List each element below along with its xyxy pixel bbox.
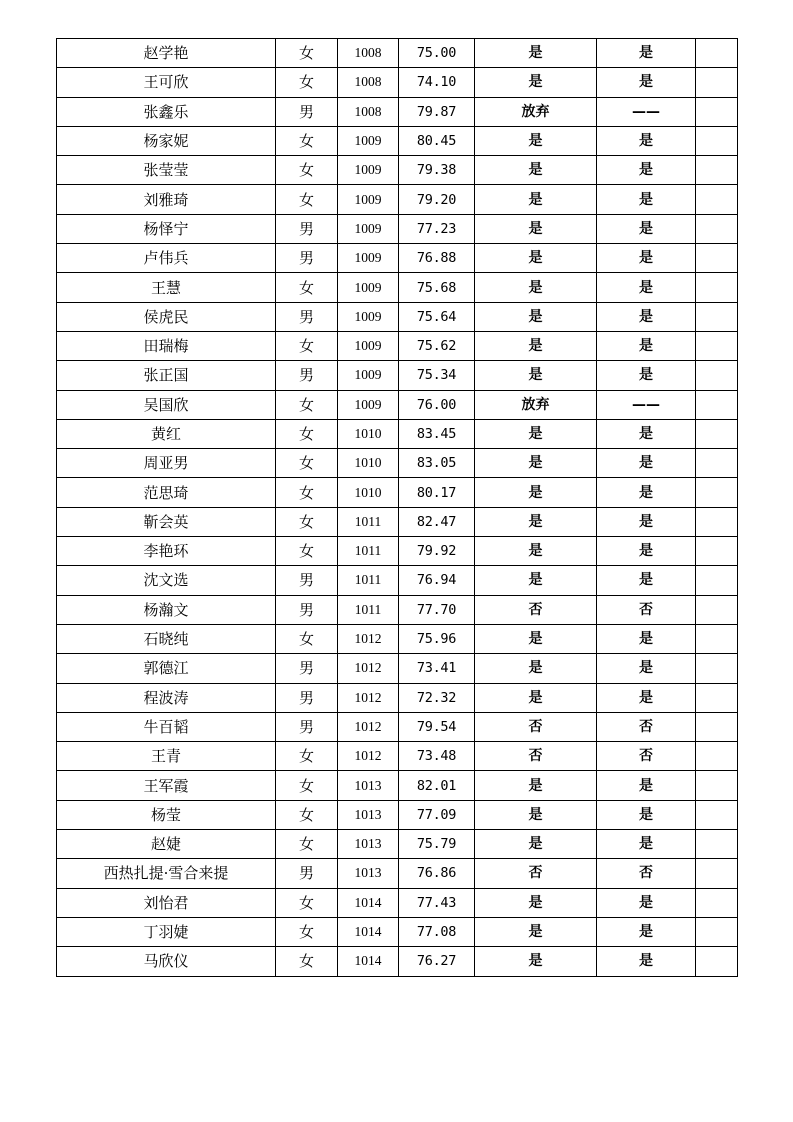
interview-status-cell: 是	[475, 361, 597, 390]
interview-status-cell: 是	[475, 331, 597, 360]
gender-cell: 女	[276, 39, 338, 68]
position-code-cell: 1014	[338, 888, 399, 917]
name-cell: 王青	[57, 742, 276, 771]
position-code-cell: 1012	[338, 712, 399, 741]
gender-cell: 男	[276, 683, 338, 712]
position-code-cell: 1014	[338, 917, 399, 946]
name-cell: 石晓纯	[57, 624, 276, 653]
exam-status-cell: 是	[597, 156, 696, 185]
interview-status-cell: 否	[475, 859, 597, 888]
interview-status-cell: 是	[475, 771, 597, 800]
note-cell	[696, 97, 738, 126]
results-table	[56, 38, 738, 977]
table-row	[57, 859, 738, 888]
name-cell: 西热扎提·雪合来提	[57, 859, 276, 888]
position-code-cell: 1009	[338, 244, 399, 273]
table-row	[57, 302, 738, 331]
score-cell: 77.08	[399, 917, 475, 946]
note-cell	[696, 566, 738, 595]
name-cell: 杨家妮	[57, 126, 276, 155]
name-cell: 杨瀚文	[57, 595, 276, 624]
score-cell: 75.62	[399, 331, 475, 360]
position-code-cell: 1011	[338, 595, 399, 624]
position-code-cell: 1008	[338, 39, 399, 68]
position-code-cell: 1013	[338, 830, 399, 859]
note-cell	[696, 361, 738, 390]
table-row	[57, 595, 738, 624]
interview-status-cell: 是	[475, 683, 597, 712]
gender-cell: 男	[276, 302, 338, 331]
score-cell: 75.79	[399, 830, 475, 859]
gender-cell: 男	[276, 566, 338, 595]
interview-status-cell: 是	[475, 419, 597, 448]
name-cell: 刘雅琦	[57, 185, 276, 214]
interview-status-cell: 放弃	[475, 97, 597, 126]
name-cell: 吴国欣	[57, 390, 276, 419]
position-code-cell: 1009	[338, 361, 399, 390]
table-row	[57, 390, 738, 419]
score-cell: 77.43	[399, 888, 475, 917]
name-cell: 郭德江	[57, 654, 276, 683]
interview-status-cell: 否	[475, 742, 597, 771]
exam-status-cell: 是	[597, 830, 696, 859]
position-code-cell: 1013	[338, 800, 399, 829]
exam-status-cell: 是	[597, 917, 696, 946]
score-cell: 79.20	[399, 185, 475, 214]
note-cell	[696, 595, 738, 624]
exam-status-cell: 是	[597, 624, 696, 653]
note-cell	[696, 185, 738, 214]
exam-status-cell: 是	[597, 566, 696, 595]
note-cell	[696, 888, 738, 917]
table-row	[57, 331, 738, 360]
exam-status-cell: 是	[597, 683, 696, 712]
interview-status-cell: 是	[475, 654, 597, 683]
position-code-cell: 1012	[338, 742, 399, 771]
table-row	[57, 654, 738, 683]
interview-status-cell: 放弃	[475, 390, 597, 419]
name-cell: 周亚男	[57, 449, 276, 478]
interview-status-cell: 是	[475, 507, 597, 536]
exam-status-cell: 是	[597, 478, 696, 507]
position-code-cell: 1009	[338, 185, 399, 214]
score-cell: 72.32	[399, 683, 475, 712]
position-code-cell: 1009	[338, 390, 399, 419]
interview-status-cell: 是	[475, 273, 597, 302]
name-cell: 靳会英	[57, 507, 276, 536]
gender-cell: 女	[276, 771, 338, 800]
score-cell: 74.10	[399, 68, 475, 97]
position-code-cell: 1013	[338, 859, 399, 888]
interview-status-cell: 是	[475, 39, 597, 68]
table-row	[57, 126, 738, 155]
gender-cell: 女	[276, 126, 338, 155]
gender-cell: 男	[276, 859, 338, 888]
score-cell: 73.41	[399, 654, 475, 683]
score-cell: 76.88	[399, 244, 475, 273]
note-cell	[696, 624, 738, 653]
name-cell: 黄红	[57, 419, 276, 448]
gender-cell: 女	[276, 830, 338, 859]
exam-status-cell: 是	[597, 39, 696, 68]
interview-status-cell: 是	[475, 126, 597, 155]
name-cell: 李艳环	[57, 537, 276, 566]
interview-status-cell: 是	[475, 478, 597, 507]
interview-status-cell: 是	[475, 185, 597, 214]
position-code-cell: 1009	[338, 156, 399, 185]
gender-cell: 女	[276, 478, 338, 507]
position-code-cell: 1014	[338, 947, 399, 976]
gender-cell: 女	[276, 185, 338, 214]
position-code-cell: 1013	[338, 771, 399, 800]
exam-status-cell: 是	[597, 654, 696, 683]
name-cell: 王可欣	[57, 68, 276, 97]
note-cell	[696, 712, 738, 741]
note-cell	[696, 302, 738, 331]
exam-status-cell: 否	[597, 742, 696, 771]
gender-cell: 女	[276, 624, 338, 653]
position-code-cell: 1012	[338, 683, 399, 712]
interview-status-cell: 是	[475, 947, 597, 976]
score-cell: 79.38	[399, 156, 475, 185]
interview-status-cell: 是	[475, 917, 597, 946]
table-row	[57, 156, 738, 185]
name-cell: 赵学艳	[57, 39, 276, 68]
gender-cell: 男	[276, 214, 338, 243]
note-cell	[696, 331, 738, 360]
note-cell	[696, 39, 738, 68]
gender-cell: 女	[276, 800, 338, 829]
exam-status-cell: 是	[597, 361, 696, 390]
score-cell: 76.00	[399, 390, 475, 419]
name-cell: 卢伟兵	[57, 244, 276, 273]
note-cell	[696, 771, 738, 800]
note-cell	[696, 68, 738, 97]
gender-cell: 女	[276, 449, 338, 478]
exam-status-cell: 是	[597, 126, 696, 155]
table-row	[57, 566, 738, 595]
exam-status-cell: 是	[597, 419, 696, 448]
score-cell: 75.64	[399, 302, 475, 331]
name-cell: 范思琦	[57, 478, 276, 507]
score-cell: 82.47	[399, 507, 475, 536]
score-cell: 82.01	[399, 771, 475, 800]
name-cell: 张鑫乐	[57, 97, 276, 126]
table-row	[57, 478, 738, 507]
exam-status-cell: 是	[597, 185, 696, 214]
name-cell: 侯虎民	[57, 302, 276, 331]
score-cell: 77.09	[399, 800, 475, 829]
gender-cell: 男	[276, 244, 338, 273]
table-row	[57, 507, 738, 536]
name-cell: 沈文选	[57, 566, 276, 595]
gender-cell: 女	[276, 273, 338, 302]
position-code-cell: 1011	[338, 537, 399, 566]
score-cell: 75.96	[399, 624, 475, 653]
gender-cell: 女	[276, 507, 338, 536]
table-row	[57, 185, 738, 214]
score-cell: 76.86	[399, 859, 475, 888]
name-cell: 张莹莹	[57, 156, 276, 185]
note-cell	[696, 537, 738, 566]
table-row	[57, 97, 738, 126]
interview-status-cell: 是	[475, 214, 597, 243]
interview-status-cell: 是	[475, 888, 597, 917]
exam-status-cell: 是	[597, 771, 696, 800]
score-cell: 80.17	[399, 478, 475, 507]
name-cell: 张正国	[57, 361, 276, 390]
position-code-cell: 1012	[338, 624, 399, 653]
gender-cell: 女	[276, 888, 338, 917]
position-code-cell: 1009	[338, 273, 399, 302]
gender-cell: 男	[276, 361, 338, 390]
name-cell: 丁羽婕	[57, 917, 276, 946]
score-cell: 77.23	[399, 214, 475, 243]
score-cell: 73.48	[399, 742, 475, 771]
position-code-cell: 1011	[338, 566, 399, 595]
interview-status-cell: 是	[475, 68, 597, 97]
note-cell	[696, 478, 738, 507]
exam-status-cell: 是	[597, 273, 696, 302]
table-row	[57, 917, 738, 946]
note-cell	[696, 742, 738, 771]
score-cell: 75.68	[399, 273, 475, 302]
interview-status-cell: 是	[475, 800, 597, 829]
gender-cell: 女	[276, 331, 338, 360]
gender-cell: 女	[276, 156, 338, 185]
exam-status-cell: 是	[597, 302, 696, 331]
score-cell: 79.87	[399, 97, 475, 126]
note-cell	[696, 800, 738, 829]
table-row	[57, 800, 738, 829]
position-code-cell: 1012	[338, 654, 399, 683]
position-code-cell: 1010	[338, 419, 399, 448]
exam-status-cell: 是	[597, 800, 696, 829]
table-row	[57, 771, 738, 800]
exam-status-cell: 是	[597, 244, 696, 273]
exam-status-cell: 是	[597, 68, 696, 97]
gender-cell: 男	[276, 654, 338, 683]
interview-status-cell: 是	[475, 156, 597, 185]
exam-status-cell: 是	[597, 449, 696, 478]
table-row	[57, 712, 738, 741]
name-cell: 刘怡君	[57, 888, 276, 917]
note-cell	[696, 449, 738, 478]
note-cell	[696, 830, 738, 859]
note-cell	[696, 126, 738, 155]
gender-cell: 女	[276, 537, 338, 566]
table-row	[57, 830, 738, 859]
note-cell	[696, 419, 738, 448]
gender-cell: 女	[276, 68, 338, 97]
score-cell: 76.94	[399, 566, 475, 595]
name-cell: 马欣仪	[57, 947, 276, 976]
exam-status-cell: 否	[597, 712, 696, 741]
note-cell	[696, 214, 738, 243]
position-code-cell: 1009	[338, 331, 399, 360]
exam-status-cell: 是	[597, 537, 696, 566]
table-row	[57, 742, 738, 771]
exam-status-cell: ——	[597, 97, 696, 126]
name-cell: 杨莹	[57, 800, 276, 829]
interview-status-cell: 是	[475, 624, 597, 653]
score-cell: 76.27	[399, 947, 475, 976]
interview-status-cell: 是	[475, 830, 597, 859]
exam-status-cell: 是	[597, 947, 696, 976]
interview-status-cell: 是	[475, 566, 597, 595]
exam-status-cell: ——	[597, 390, 696, 419]
gender-cell: 女	[276, 742, 338, 771]
position-code-cell: 1009	[338, 302, 399, 331]
position-code-cell: 1011	[338, 507, 399, 536]
score-cell: 75.00	[399, 39, 475, 68]
exam-status-cell: 是	[597, 331, 696, 360]
name-cell: 田瑞梅	[57, 331, 276, 360]
interview-status-cell: 是	[475, 302, 597, 331]
gender-cell: 男	[276, 595, 338, 624]
table-row	[57, 683, 738, 712]
interview-status-cell: 是	[475, 244, 597, 273]
note-cell	[696, 507, 738, 536]
interview-status-cell: 是	[475, 449, 597, 478]
note-cell	[696, 947, 738, 976]
score-cell: 79.92	[399, 537, 475, 566]
score-cell: 79.54	[399, 712, 475, 741]
score-cell: 75.34	[399, 361, 475, 390]
exam-status-cell: 是	[597, 214, 696, 243]
name-cell: 王慧	[57, 273, 276, 302]
gender-cell: 女	[276, 419, 338, 448]
score-cell: 83.45	[399, 419, 475, 448]
note-cell	[696, 390, 738, 419]
table-row	[57, 449, 738, 478]
table-row	[57, 39, 738, 68]
table-row	[57, 537, 738, 566]
note-cell	[696, 859, 738, 888]
note-cell	[696, 156, 738, 185]
name-cell: 王军霞	[57, 771, 276, 800]
note-cell	[696, 917, 738, 946]
name-cell: 牛百韬	[57, 712, 276, 741]
name-cell: 赵婕	[57, 830, 276, 859]
interview-status-cell: 是	[475, 537, 597, 566]
gender-cell: 男	[276, 712, 338, 741]
exam-status-cell: 是	[597, 888, 696, 917]
position-code-cell: 1010	[338, 478, 399, 507]
position-code-cell: 1008	[338, 68, 399, 97]
note-cell	[696, 654, 738, 683]
exam-status-cell: 否	[597, 595, 696, 624]
exam-status-cell: 是	[597, 507, 696, 536]
gender-cell: 男	[276, 97, 338, 126]
note-cell	[696, 683, 738, 712]
position-code-cell: 1008	[338, 97, 399, 126]
interview-status-cell: 否	[475, 712, 597, 741]
name-cell: 程波涛	[57, 683, 276, 712]
table-row	[57, 947, 738, 976]
name-cell: 杨怿宁	[57, 214, 276, 243]
table-row	[57, 361, 738, 390]
table-row	[57, 214, 738, 243]
note-cell	[696, 244, 738, 273]
score-cell: 83.05	[399, 449, 475, 478]
table-body	[57, 39, 738, 977]
table-row	[57, 888, 738, 917]
gender-cell: 女	[276, 390, 338, 419]
table-row	[57, 68, 738, 97]
gender-cell: 女	[276, 947, 338, 976]
exam-status-cell: 否	[597, 859, 696, 888]
note-cell	[696, 273, 738, 302]
position-code-cell: 1009	[338, 214, 399, 243]
position-code-cell: 1010	[338, 449, 399, 478]
gender-cell: 女	[276, 917, 338, 946]
interview-status-cell: 否	[475, 595, 597, 624]
table-row	[57, 244, 738, 273]
table-row	[57, 624, 738, 653]
score-cell: 77.70	[399, 595, 475, 624]
score-cell: 80.45	[399, 126, 475, 155]
table-row	[57, 419, 738, 448]
table-row	[57, 273, 738, 302]
position-code-cell: 1009	[338, 126, 399, 155]
